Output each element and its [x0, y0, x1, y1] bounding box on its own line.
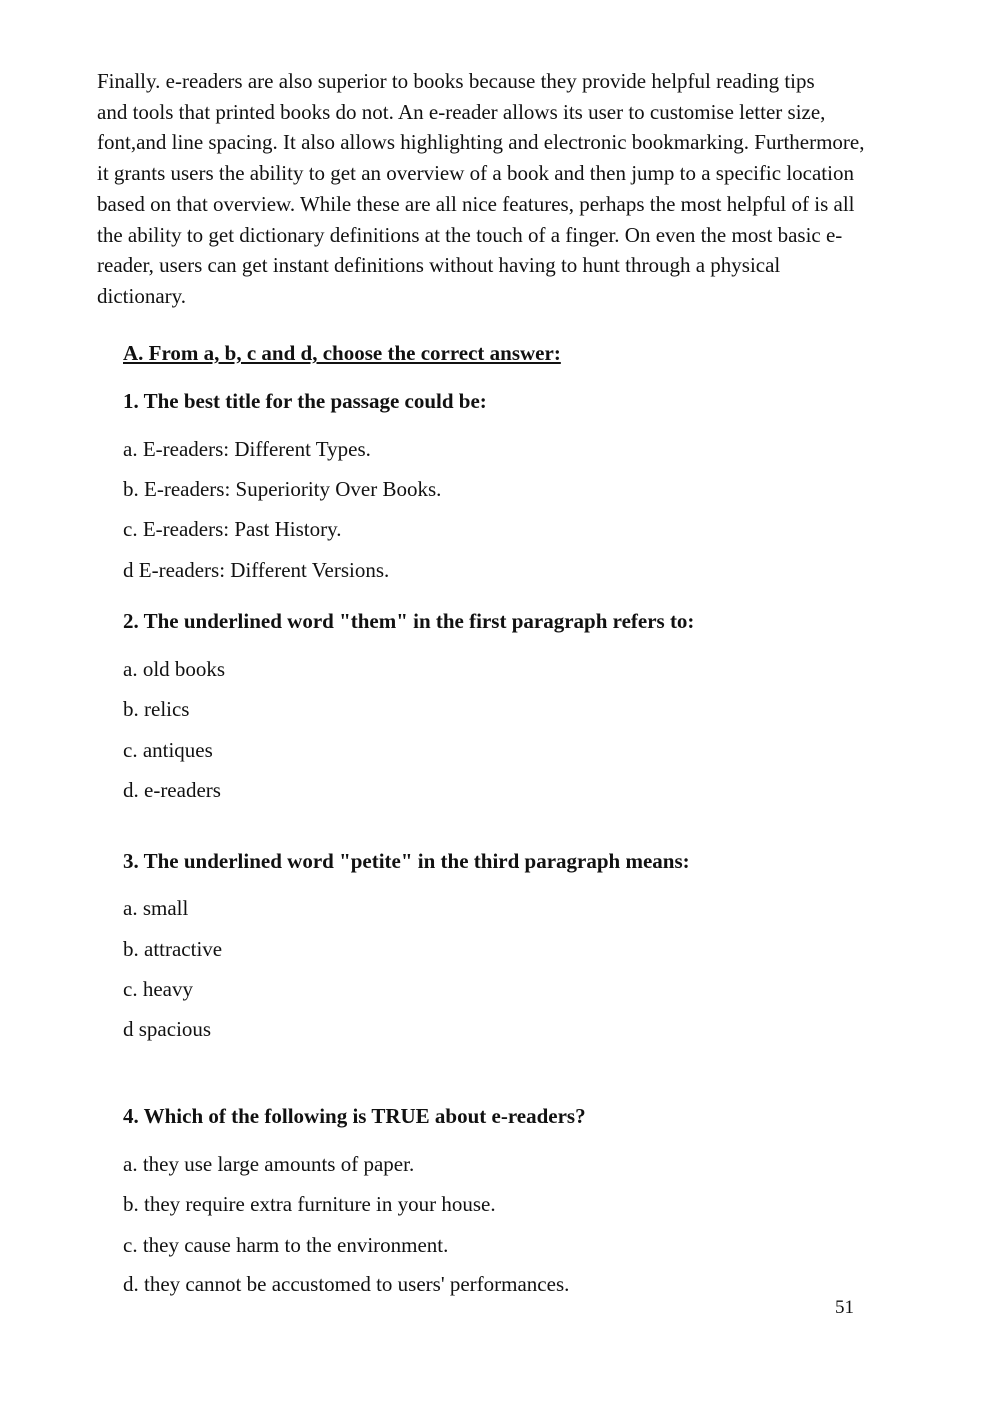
- question-2: 2. The underlined word "them" in the first paragraph refers to:: [123, 609, 695, 633]
- question-4-option-d: d. they cannot be accustomed to users' performances.: [123, 1272, 570, 1296]
- passage-paragraph: [97, 66, 957, 312]
- question-1-option-d: d E-readers: Different Versions.: [123, 558, 390, 582]
- passage-line: dictionary.: [97, 283, 187, 308]
- passage-line: font,and line spacing. It also allows highlighting and electronic bookmarking. Furthermore,: [97, 130, 865, 155]
- question-3: 3. The underlined word "petite" in the third paragraph means:: [123, 849, 690, 873]
- question-4-option-b: b. they require extra furniture in your house.: [123, 1192, 496, 1216]
- question-4-option-a: a. they use large amounts of paper.: [123, 1152, 415, 1176]
- question-3-option-d: d spacious: [123, 1017, 212, 1041]
- question-4-option-c: c. they cause harm to the environment.: [123, 1233, 449, 1257]
- question-3-option-a: a. small: [123, 896, 189, 920]
- question-1-option-c: c. E-readers: Past History.: [123, 517, 342, 541]
- passage-line: reader, users can get instant definitions without having to hunt through a physical: [97, 253, 781, 278]
- question-2-option-d: d. e-readers: [123, 778, 221, 802]
- section-title: A. From a, b, c and d, choose the correct answer:: [123, 341, 561, 365]
- passage-line: based on that overview. While these are all nice features, perhaps the most helpful of is all: [97, 191, 855, 216]
- question-1: 1. The best title for the passage could be:: [123, 389, 487, 413]
- question-4: 4. Which of the following is TRUE about e-readers?: [123, 1104, 586, 1128]
- question-2-option-a: a. old books: [123, 657, 226, 681]
- passage-line: the ability to get dictionary definitions at the touch of a finger. On even the most basic e-: [97, 222, 843, 247]
- question-1-option-a: a. E-readers: Different Types.: [123, 437, 371, 461]
- question-3-option-c: c. heavy: [123, 977, 193, 1001]
- page-number: 51: [835, 1297, 854, 1318]
- question-3-option-b: b. attractive: [123, 937, 223, 961]
- question-1-option-b: b. E-readers: Superiority Over Books.: [123, 477, 442, 501]
- passage-line: it grants users the ability to get an overview of a book and then jump to a specific location: [97, 161, 854, 186]
- passage-line: and tools that printed books do not. An e-reader allows its user to customise letter size,: [97, 99, 826, 124]
- question-2-option-b: b. relics: [123, 697, 190, 721]
- question-2-option-c: c. antiques: [123, 738, 213, 762]
- passage-line: Finally. e-readers are also superior to books because they provide helpful reading tips: [97, 69, 815, 93]
